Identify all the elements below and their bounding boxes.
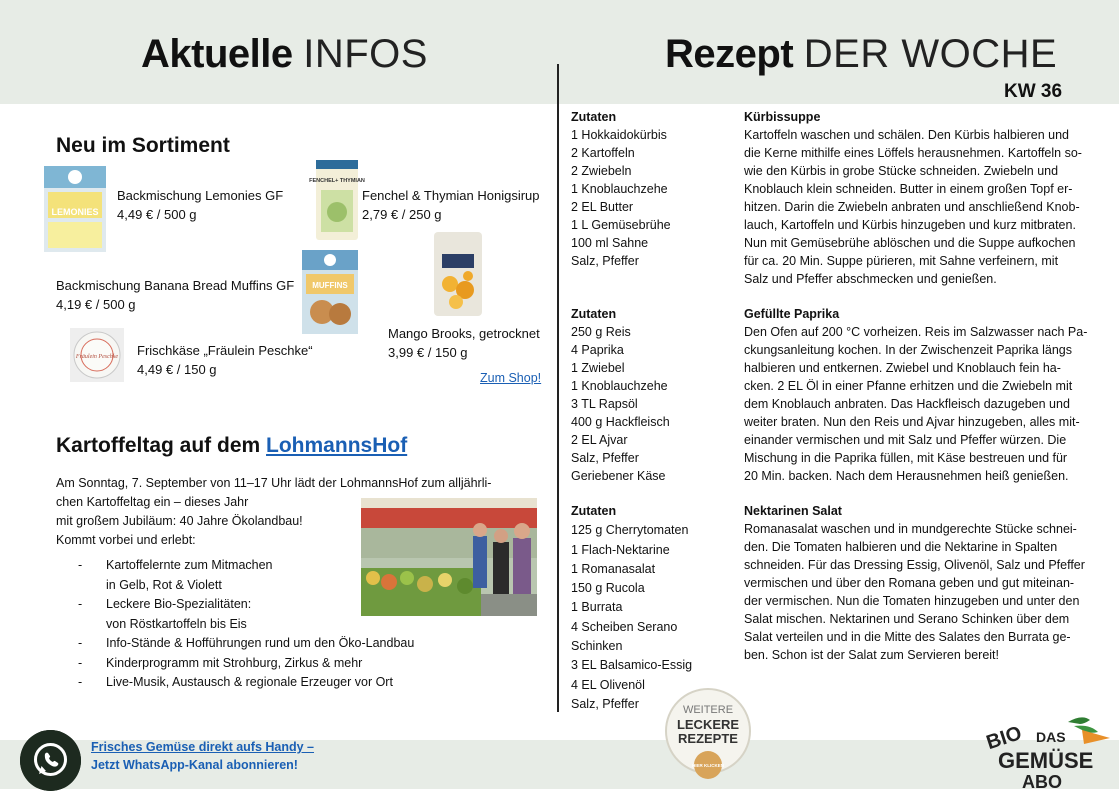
ingredient-item: 400 g Hackfleisch [571, 415, 670, 429]
ingredient-item: 2 Kartoffeln [571, 146, 635, 160]
das-gemuese-abo-logo [984, 712, 1112, 789]
recipe-line: die Kerne mithilfe eines Löffels herausnehmen. Kartoffeln so- [744, 146, 1082, 160]
peschke-pack-label: Fräulein Peschke [75, 354, 119, 360]
recipe-line: wie den Kürbis in grobe Stücke schneiden. Zwiebeln und [744, 164, 1059, 178]
recipe-line: ckungsanleitung kochen. In der Zwischenzeit Paprika längs [744, 343, 1072, 357]
logo-abo: ABO [1022, 772, 1062, 791]
ingredient-item: 2 EL Butter [571, 200, 634, 214]
product-item [56, 276, 294, 314]
ingredient-item: 1 Burrata [571, 600, 623, 615]
bullet-dash: - [78, 558, 83, 572]
bullet-line: Leckere Bio-Spezialitäten: [106, 597, 252, 611]
bullet-line: Live-Musik, Austausch & regionale Erzeuger vor Ort [106, 675, 393, 689]
recipe-line: ben. Schon ist der Salat zum Servieren bereit! [744, 648, 999, 662]
list-item [78, 634, 414, 654]
recipe-paprika [744, 305, 1114, 485]
shop-link[interactable]: Zum Shop! [480, 371, 542, 385]
lemonies-package-image[interactable] [44, 166, 106, 252]
ingredients-title: Zutaten [571, 110, 617, 124]
list-item [78, 673, 414, 693]
logo-gemuese: GEMÜSE [998, 748, 1094, 773]
list-item [78, 654, 414, 674]
product-item [388, 324, 540, 362]
recipe-line: weiter braten. Nun den Reis und Ajvar hinzugeben, alles mit- [744, 415, 1080, 429]
recipe-line: lauch, Kartoffeln und Kürbis hinzugeben und kurz mitbraten. [744, 218, 1076, 232]
ingredient-item: 3 TL Rapsöl [571, 397, 638, 411]
recipe-title: Kürbissuppe [744, 110, 821, 124]
muffins-pack-label: MUFFINS [312, 281, 348, 290]
ingredient-item: 250 g Reis [571, 325, 631, 339]
recipe-line: Knoblauch klein schneiden. Butter in einem großen Topf er- [744, 182, 1073, 196]
recipe-line: Den Ofen auf 200 °C vorheizen. Reis im Salzwasser nach Pa- [744, 325, 1088, 339]
frischkaese-tub-image[interactable] [70, 328, 124, 382]
whatsapp-icon[interactable] [20, 730, 81, 791]
recipe-line: vermischen und über den Romana geben und gut miteinan- [744, 576, 1075, 590]
bullet-dash: - [78, 655, 83, 670]
product-name: Backmischung Banana Bread Muffins GF [56, 278, 295, 293]
ingredient-item: Salz, Pfeffer [571, 696, 639, 711]
ingredient-item: 4 Scheiben Serano [571, 619, 678, 634]
ingredient-item: 1 Knoblauchzehe [571, 379, 668, 393]
recipe-line: Romanasalat waschen und in mundgerechte Stücke schnei- [744, 522, 1077, 536]
product-item [137, 341, 313, 379]
product-name: Mango Brooks, getrocknet [388, 326, 540, 341]
product-price: 3,99 € / 150 g [388, 345, 468, 360]
recipe-line: 20 Min. backen. Nach dem Herausnehmen heiß genießen. [744, 469, 1069, 483]
ingredient-item: 1 Zwiebel [571, 361, 625, 375]
recipe-line: dem Knoblauch anbraten. Das Hackfleisch dazugeben und [744, 397, 1070, 411]
heading-light: INFOS [303, 32, 428, 76]
ingredient-item: Salz, Pfeffer [571, 254, 639, 268]
bullet-line: von Röstkartoffeln bis Eis [106, 616, 247, 631]
bullet-line: Info-Stände & Hofführungen rund um den Öko-Landbau [106, 636, 415, 650]
recipe-line: Salat verteilen und in die Mitte des Salates den Burrata ge- [744, 630, 1071, 644]
recipe-line: Nun mit Gemüsebrühe ablöschen und die Suppe aufkochen [744, 236, 1076, 250]
whatsapp-cta-line[interactable]: Frisches Gemüse direkt aufs Handy – [91, 740, 315, 754]
ingredient-item: 2 EL Ajvar [571, 433, 628, 447]
ingredient-item: 125 g Cherrytomaten [571, 523, 689, 538]
heading-bold: Rezept [665, 32, 794, 76]
banana-muffins-package-image[interactable] [302, 250, 358, 334]
recipe-line: Salz und Pfeffer abschmecken und genießen. [744, 272, 997, 286]
mango-bag-image[interactable] [432, 232, 484, 316]
whatsapp-cta[interactable] [91, 738, 314, 774]
badge-line: WEITERE [682, 704, 734, 716]
badge-small-label: HIER KLICKEN [691, 763, 725, 768]
ingredient-item: 150 g Rucola [571, 581, 645, 596]
ingredient-item: 1 Knoblauchzehe [571, 182, 668, 196]
badge-line: REZEPTE [678, 731, 738, 746]
recipe-body [744, 520, 1114, 664]
recipe-line: halbieren und entkernen. Zwiebel und Knoblauch fein ha- [744, 361, 1061, 375]
aktuelle-infos-heading [141, 34, 428, 74]
product-price: 4,19 € / 500 g [56, 297, 136, 312]
bullet-line: Kinderprogramm mit Strohburg, Zirkus & mehr [106, 655, 363, 670]
sortiment-title: Neu im Sortiment [56, 134, 230, 157]
ingredient-item: 1 Hokkaidokürbis [571, 128, 667, 142]
logo-das: DAS [1036, 729, 1066, 745]
fenchel-pack-label: FENCHEL+ THYMIAN [309, 178, 365, 184]
farm-market-photo [361, 498, 537, 616]
ingredient-item: Geriebener Käse [571, 469, 666, 483]
recipe-body [744, 126, 1114, 288]
logo-bio: BIO [983, 722, 1025, 755]
ingredient-item: 1 Romanasalat [571, 561, 656, 576]
more-recipes-badge[interactable] [664, 685, 752, 785]
column-divider [557, 64, 559, 712]
ingredient-item: 1 L Gemüsebrühe [571, 218, 671, 232]
product-item [117, 186, 283, 224]
recipe-line: Kartoffeln waschen und schälen. Den Kürbis halbieren und [744, 128, 1069, 142]
intro-line: mit großem Jubiläum: 40 Jahre Ökolandbau! [56, 514, 303, 528]
ingredient-item: 2 Zwiebeln [571, 164, 632, 178]
recipe-line: den. Die Tomaten halbieren und die Nektarine in Spalten [744, 540, 1058, 554]
heading-bold: Aktuelle [141, 32, 293, 76]
product-name: Fenchel & Thymian Honigsirup [362, 188, 540, 203]
product-item [362, 186, 540, 224]
ingredient-item: 4 EL Olivenöl [571, 677, 645, 692]
ingredients-block-salat [571, 502, 721, 714]
rezept-der-woche-heading [665, 34, 1057, 74]
ingredient-item: 1 Flach-Nektarine [571, 542, 670, 557]
recipe-body [744, 323, 1114, 485]
ingredient-item: 3 EL Balsamico-Essig [571, 658, 693, 673]
product-name: Backmischung Lemonies GF [117, 188, 284, 203]
intro-line: chen Kartoffeltag ein – dieses Jahr [56, 495, 249, 509]
intro-line: Kommt vorbei und erlebt: [56, 533, 196, 547]
whatsapp-cta-line[interactable]: Jetzt WhatsApp-Kanal abonnieren! [91, 758, 298, 772]
bullet-dash: - [78, 675, 83, 689]
lohmannshof-link[interactable]: LohmannsHof [266, 434, 408, 457]
recipe-line: Salat mischen. Nektarinen und Serano Schinken über dem [744, 612, 1070, 626]
product-name: Frischkäse „Fräulein Peschke“ [137, 343, 313, 358]
fenchel-thymian-bottle-image[interactable] [309, 160, 365, 240]
bullet-dash: - [78, 597, 83, 611]
kartoffeltag-title [56, 435, 407, 456]
kartoffeltag-title-text: Kartoffeltag auf dem [56, 434, 267, 457]
recipe-line: cken. 2 EL Öl in einer Pfanne erhitzen und die Zwiebeln mit [744, 379, 1073, 393]
heading-light: DER WOCHE [803, 32, 1058, 76]
ingredient-item: 100 ml Sahne [571, 236, 649, 250]
ingredients-title: Zutaten [571, 504, 617, 518]
calendar-week-label: KW 36 [1004, 81, 1063, 102]
ingredients-title: Zutaten [571, 307, 617, 321]
recipe-line: der vermischen. Nun die Tomaten hinzugeben und unter den [744, 594, 1080, 608]
product-price: 4,49 € / 500 g [117, 207, 197, 222]
recipe-line: hitzen. Darin die Zwiebeln anbraten und anschließend Knob- [744, 200, 1080, 214]
badge-line: LECKERE [676, 717, 740, 732]
bullet-line: in Gelb, Rot & Violett [106, 577, 222, 592]
recipe-line: Mischung in die Paprika füllen, mit Käse bestreuen und für [744, 451, 1068, 465]
recipe-line: einander vermischen und mit Salz und Pfeffer würzen. Die [744, 433, 1067, 447]
recipe-nektarinen-salat [744, 502, 1114, 664]
recipe-title: Gefüllte Paprika [744, 307, 840, 321]
recipe-line: für ca. 20 Min. Suppe pürieren, mit Sahne verfeinern, mit [744, 254, 1059, 268]
intro-line: Am Sonntag, 7. September von 11–17 Uhr lädt der LohmannsHof zum alljährli- [56, 476, 492, 490]
bullet-line: Kartoffelernte zum Mitmachen [106, 558, 273, 572]
lemonies-pack-label: LEMONIES [51, 207, 99, 217]
ingredients-block-kuerbissuppe [571, 108, 721, 270]
ingredients-block-paprika [571, 305, 721, 485]
recipe-title: Nektarinen Salat [744, 504, 842, 518]
ingredient-item: Salz, Pfeffer [571, 451, 639, 465]
product-price: 2,79 € / 250 g [362, 207, 442, 222]
product-price: 4,49 € / 150 g [137, 362, 217, 377]
recipe-line: schneiden. Für das Dressing Essig, Olivenöl, Salz und Pfeffer [744, 558, 1085, 572]
ingredient-item: 4 Paprika [571, 343, 624, 357]
recipe-kuerbissuppe [744, 108, 1114, 288]
ingredient-item: Schinken [571, 639, 623, 654]
bullet-dash: - [78, 636, 83, 650]
